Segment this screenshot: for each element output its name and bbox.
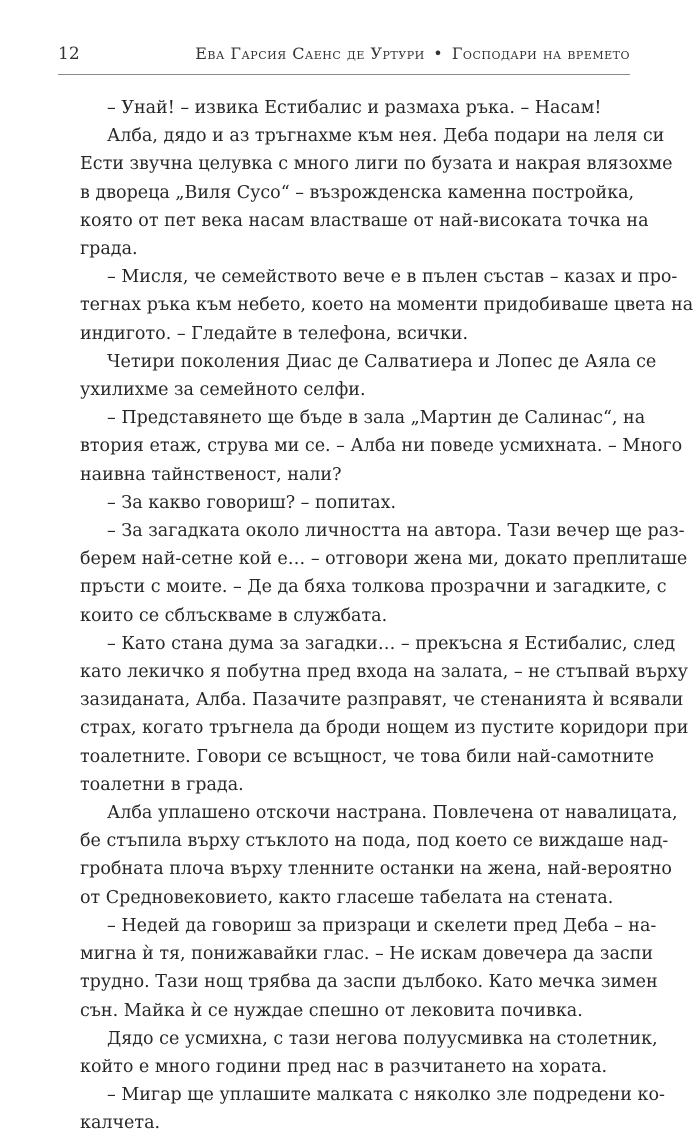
paragraph [80, 263, 694, 348]
header-separator: • [433, 44, 444, 63]
book-title: Господари на времето [451, 44, 630, 63]
text-line: която от пет века насам властваше от най-високата точка на [80, 210, 649, 231]
text-line: – Мисля, че семейството вече е в пълен състав – казах и про- [107, 267, 678, 288]
text-line: като лекичко я побутна пред входа на залата, – не стъпвай върху [80, 662, 688, 683]
paragraph [80, 517, 688, 630]
text-line: които се сблъскваме в службата. [80, 605, 388, 626]
text-line: – Като стана дума за загадки… – прекъсна я Естибалис, след [107, 633, 676, 654]
paragraph [80, 404, 683, 489]
text-line: – Недей да говориш за призраци и скелети пред Деба – на- [107, 915, 657, 936]
text-line: – За какво говориш? – попитах. [107, 492, 397, 513]
text-line: Алба уплашено отскочи настрана. Повлечена от навалицата, [107, 803, 678, 824]
text-line: тегнах ръка към небето, което на моменти придобиваше цвета на [80, 295, 694, 316]
text-line: Ести звучна целувка с много лиги по бузата и накрая влязохме [80, 154, 673, 175]
body-text [80, 94, 694, 1138]
paragraph [80, 122, 673, 263]
text-line: втория етаж, струва ми се. – Алба ни поведе усмихната. – Много [80, 436, 683, 457]
text-line: – Мигар ще уплашите малката с няколко зле подредени ко- [107, 1085, 665, 1106]
text-line: индигото. – Гледайте в телефона, всички. [80, 323, 469, 344]
text-line: Алба, дядо и аз тръгнахме към нея. Деба подари на леля си [107, 126, 665, 147]
page-header [58, 42, 630, 72]
page-number: 12 [58, 44, 80, 64]
text-line: гробната плоча върху тленните останки на жена, най-вероятно [80, 859, 672, 880]
text-line: пръсти с моите. – Де да бяха толкова прозрачни и загадките, с [80, 577, 667, 598]
text-line: от Средновековието, както гласеше табелата на стената. [80, 887, 614, 908]
text-line: сън. Майка ѝ се нуждае спешно от лековита почивка. [80, 1000, 583, 1021]
text-line: – Унай! – извика Естибалис и размаха ръка. – Насам! [107, 98, 602, 118]
paragraph [80, 489, 611, 517]
text-line: – За загадката около личността на автора. Тази вечер ще раз- [107, 521, 685, 542]
author-name: Ева Гарсия Саенс де Уртури [195, 44, 425, 63]
text-line: страх, когато тръгнела да броди нощем из пустите коридори при [80, 718, 689, 739]
paragraph [80, 94, 611, 122]
text-line: мигна ѝ тя, понижавайки глас. – Не искам довечера да заспи [80, 944, 654, 965]
text-line: тоалетните. Говори се всъщност, че това били най-самотните [80, 746, 655, 767]
text-line: берем най-сетне кой е… – отговори жена ми, докато преплиташе [80, 549, 688, 570]
text-line: – Представянето ще бъде в зала „Мартин де Салинас“, на [107, 408, 646, 429]
paragraph [80, 1081, 665, 1137]
paragraph [80, 630, 689, 799]
text-line: ухилихме за семейното селфи. [80, 380, 366, 401]
paragraph [80, 799, 678, 912]
paragraph [80, 348, 657, 404]
text-line: трудно. Тази нощ трябва да заспи дълбоко. Като мечка зимен [80, 972, 658, 993]
text-line: града. [80, 239, 138, 260]
text-line: бе стъпила върху стъклото на пода, под което се виждаше над- [80, 831, 669, 852]
header-rule [58, 74, 630, 75]
text-line: наивна тайнственост, нали? [80, 464, 342, 485]
text-line: който е много години пред нас в разчитането на хората. [80, 1056, 608, 1077]
text-line: Дядо се усмихна, с тази негова полуусмивка на столетник, [107, 1028, 658, 1049]
running-head [195, 44, 630, 63]
text-line: зазиданата, Алба. Пазачите разправят, че стенанията ѝ всявали [80, 690, 684, 711]
text-line: тоалетни в града. [80, 774, 244, 795]
text-line: Четири поколения Диас де Салватиера и Лопес де Аяла се [107, 351, 657, 372]
text-line: в двореца „Виля Сусо“ – възрожденска каменна постройка, [80, 182, 635, 203]
paragraph [80, 912, 658, 1025]
paragraph [80, 1025, 658, 1081]
text-line: калчета. [80, 1113, 161, 1134]
